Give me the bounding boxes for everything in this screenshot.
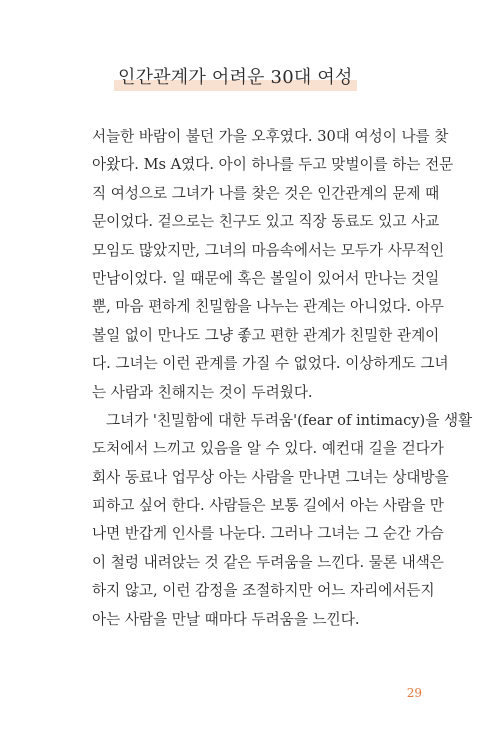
text-line: 그녀가 '친밀함에 대한 두려움'(fear of intimacy)을 생활 <box>106 411 473 429</box>
text-line: 아왔다. Ms A였다. 아이 하나를 두고 맞벌이를 하는 전문 <box>92 156 454 174</box>
text-line: 직 여성으로 그녀가 나를 찾은 것은 인간관계의 문제 때 <box>92 184 440 202</box>
text-line: 모임도 많았지만, 그녀의 마음속에서는 모두가 사무적인 <box>92 241 445 259</box>
text-line: 는 사람과 친해지는 것이 두려웠다. <box>92 383 313 401</box>
paragraph-1 <box>92 123 454 407</box>
chapter-title <box>114 64 357 92</box>
text-line: 이 철렁 내려앉는 것 같은 두려움을 느낀다. 물론 내색은 <box>92 553 444 571</box>
text-line: 문이었다. 겉으로는 친구도 있고 직장 동료도 있고 사교 <box>92 213 440 231</box>
text-line: 아는 사람을 만날 때마다 두려움을 느낀다. <box>92 610 360 628</box>
page-number: 29 <box>406 686 422 700</box>
body-text <box>92 123 473 634</box>
text-line: 회사 동료나 업무상 아는 사람을 만나면 그녀는 상대방을 <box>92 468 449 486</box>
text-line: 볼일 없이 만나도 그냥 좋고 편한 관계가 친밀한 관계이 <box>92 326 440 344</box>
text-line: 도처에서 느끼고 있음을 알 수 있다. 예컨대 길을 걷다가 <box>92 440 444 458</box>
text-line: 다. 그녀는 이런 관계를 가질 수 없었다. 이상하게도 그녀 <box>92 355 449 373</box>
text-line: 나면 반갑게 인사를 나눈다. 그러나 그녀는 그 순간 가슴 <box>92 525 444 543</box>
text-line: 뿐, 마음 편하게 친밀함을 나누는 관계는 아니었다. 아무 <box>92 298 444 316</box>
text-line: 서늘한 바람이 불던 가을 오후였다. 30대 여성이 나를 찾 <box>92 128 449 145</box>
text-line: 하지 않고, 이런 감정을 조절하지만 어느 자리에서든지 <box>92 582 435 600</box>
text-line: 만남이었다. 일 때문에 혹은 볼일이 있어서 만나는 것일 <box>92 269 440 287</box>
chapter-title-text: 인간관계가 어려운 30대 여성 <box>118 67 353 88</box>
paragraph-2 <box>92 407 473 634</box>
text-line: 피하고 싶어 한다. 사람들은 보통 길에서 아는 사람을 만 <box>92 497 444 515</box>
